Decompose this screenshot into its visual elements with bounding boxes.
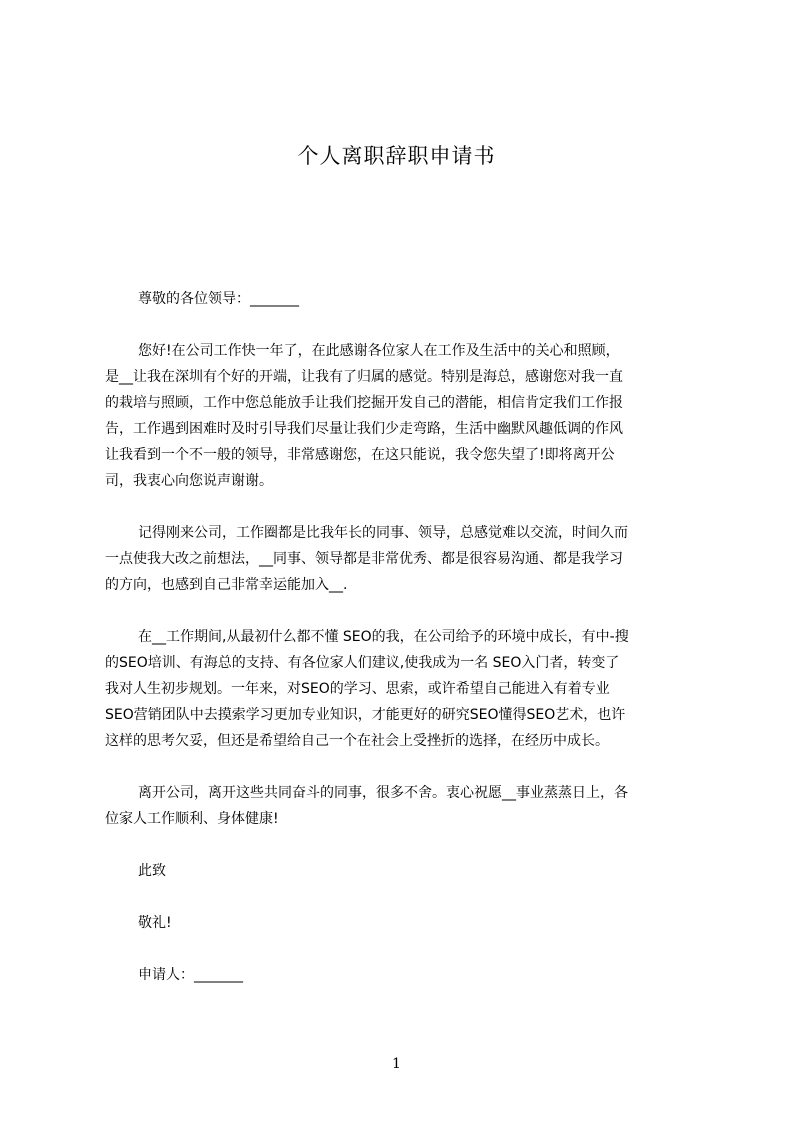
- paragraph-1: [105, 338, 710, 494]
- paragraph-line: 您好!在公司工作快一年了，在此感谢各位家人在工作及生活中的关心和照顾，: [138, 343, 620, 359]
- paragraph-gap: [105, 832, 710, 858]
- regards-text: 敬礼!: [138, 915, 172, 931]
- paragraph-line: 这样的思考欠妥，但还是希望给自己一个在社会上受挫折的选择，在经历中成长。: [105, 733, 609, 749]
- paragraph-gap: [105, 598, 710, 624]
- paragraph-line: 告，工作遇到困难时及时引导我们尽量让我们少走弯路，生活中幽默风趣低调的作风: [105, 421, 623, 437]
- paragraph-line: 让我看到一个不一般的领导，非常感谢您，在这只能说，我令您失望了!即将离开公: [105, 447, 615, 463]
- paragraph-gap: [105, 494, 710, 520]
- paragraph-4: [105, 780, 710, 832]
- paragraph-line: 位家人工作顺利、身体健康!: [105, 811, 279, 827]
- paragraph-line: 记得刚来公司，工作圈都是比我年长的同事、领导，总感觉难以交流，时间久而: [138, 525, 628, 541]
- page-number: 1: [392, 1056, 401, 1072]
- paragraph-gap: [105, 312, 710, 338]
- paragraph-line: 在__工作期间,从最初什么都不懂 SEO的我，在公司给予的环境中成长，有中-搜: [138, 629, 629, 645]
- paragraph-line: 的SEO培训、有海总的支持、有各位家人们建议,使我成为一名 SEO入门者，转变了: [105, 655, 620, 671]
- paragraph-line: 的栽培与照顾，工作中您总能放手让我们挖掘开发自己的潜能，相信肯定我们工作报: [105, 395, 623, 411]
- paragraph-line: 离开公司，离开这些共同奋斗的同事，很多不舍。衷心祝愿__事业蒸蒸日上，各: [138, 785, 628, 801]
- paragraph-gap: [105, 884, 710, 910]
- salutation: 尊敬的各位领导：_______: [138, 291, 299, 307]
- paragraph-2: [105, 520, 710, 598]
- closing-text: 此致: [138, 863, 166, 879]
- signature-line: 申请人：_______: [138, 967, 243, 983]
- paragraph-line: 司，我衷心向您说声谢谢。: [105, 473, 273, 489]
- paragraph-3: [105, 624, 710, 754]
- paragraph-gap: [105, 754, 710, 780]
- paragraph-line: 是__让我在深圳有个好的开端，让我有了归属的感觉。特别是海总，感谢您对我一直: [105, 369, 623, 385]
- paragraph-line: 一点使我大改之前想法，__同事、领导都是非常优秀、都是很容易沟通、都是我学习: [105, 551, 623, 567]
- document-body: [105, 286, 710, 988]
- document-title: 个人离职辞职申请书: [297, 144, 496, 168]
- paragraph-gap: [105, 936, 710, 962]
- paragraph-line: 我对人生初步规划。一年来，对SEO的学习、思索，或许希望自己能进入有着专业: [105, 681, 610, 697]
- paragraph-line: 的方向，也感到自己非常幸运能加入__.: [105, 577, 348, 593]
- paragraph-line: SEO营销团队中去摸索学习更加专业知识，才能更好的研究SEO懂得SEO艺术，也许: [105, 707, 626, 723]
